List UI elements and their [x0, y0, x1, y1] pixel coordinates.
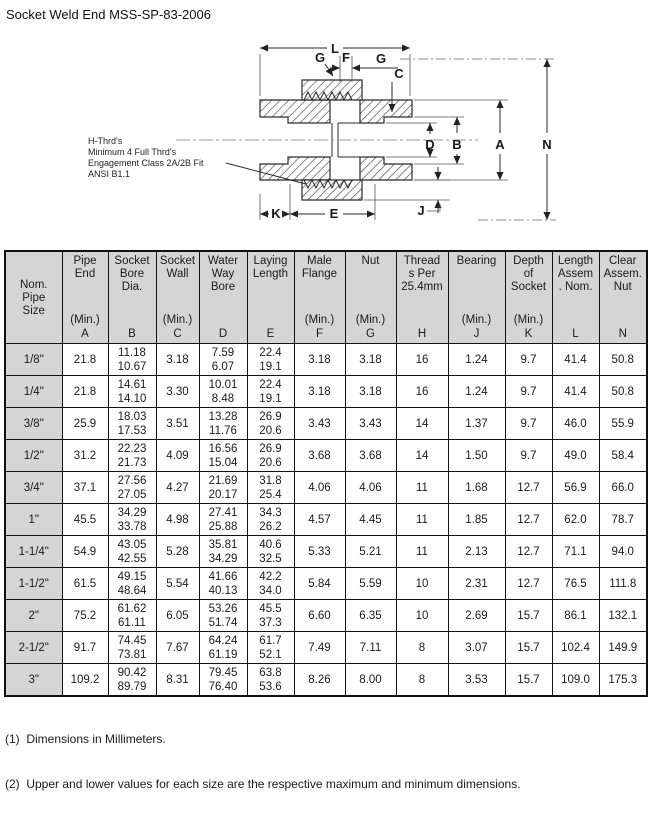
dim-label-n: N [542, 137, 552, 152]
column-header-g: Nut (Min.) G [345, 251, 396, 344]
value-cell: 14 [396, 408, 448, 440]
value-cell: 53.26 51.74 [199, 600, 247, 632]
value-cell: 11 [396, 536, 448, 568]
value-cell: 50.8 [599, 344, 647, 376]
value-cell: 41.66 40.13 [199, 568, 247, 600]
value-cell: 91.7 [62, 632, 108, 664]
table-row [5, 600, 647, 632]
value-cell: 3.68 [294, 440, 345, 472]
value-cell: 15.7 [505, 632, 552, 664]
value-cell: 16 [396, 344, 448, 376]
value-cell: 94.0 [599, 536, 647, 568]
value-cell: 7.11 [345, 632, 396, 664]
pipe-size-cell: 1/2" [5, 440, 62, 472]
table-row [5, 440, 647, 472]
column-header-n: Clear Assem. Nut N [599, 251, 647, 344]
value-cell: 12.7 [505, 504, 552, 536]
value-cell: 7.59 6.07 [199, 344, 247, 376]
value-cell: 27.56 27.05 [108, 472, 156, 504]
footnote-2: (2) Upper and lower values for each size are the respective maximum and minimum dimensions. [5, 777, 521, 791]
value-cell: 3.68 [345, 440, 396, 472]
value-cell: 2.13 [448, 536, 505, 568]
value-cell: 1.24 [448, 344, 505, 376]
table-row [5, 376, 647, 408]
value-cell: 109.0 [552, 664, 599, 697]
value-cell: 6.35 [345, 600, 396, 632]
value-cell: 3.18 [294, 376, 345, 408]
value-cell: 11.18 10.67 [108, 344, 156, 376]
value-cell: 62.0 [552, 504, 599, 536]
footnote-1: (1) Dimensions in Millimeters. [5, 732, 166, 746]
value-cell: 78.7 [599, 504, 647, 536]
value-cell: 46.0 [552, 408, 599, 440]
page-title: Socket Weld End MSS-SP-83-2006 [6, 7, 211, 22]
value-cell: 18.03 17.53 [108, 408, 156, 440]
value-cell: 61.7 52.1 [247, 632, 294, 664]
value-cell: 16 [396, 376, 448, 408]
value-cell: 37.1 [62, 472, 108, 504]
pipe-size-cell: 1/4" [5, 376, 62, 408]
dimensions-table [4, 250, 648, 697]
value-cell: 45.5 37.3 [247, 600, 294, 632]
value-cell: 4.09 [156, 440, 199, 472]
value-cell: 25.9 [62, 408, 108, 440]
value-cell: 3.30 [156, 376, 199, 408]
value-cell: 76.5 [552, 568, 599, 600]
value-cell: 31.2 [62, 440, 108, 472]
value-cell: 34.29 33.78 [108, 504, 156, 536]
value-cell: 1.50 [448, 440, 505, 472]
value-cell: 5.59 [345, 568, 396, 600]
value-cell: 6.05 [156, 600, 199, 632]
value-cell: 79.45 76.40 [199, 664, 247, 697]
value-cell: 22.4 19.1 [247, 376, 294, 408]
value-cell: 4.06 [294, 472, 345, 504]
value-cell: 35.81 34.29 [199, 536, 247, 568]
table-row [5, 536, 647, 568]
value-cell: 8 [396, 632, 448, 664]
value-cell: 41.4 [552, 344, 599, 376]
value-cell: 4.57 [294, 504, 345, 536]
value-cell: 132.1 [599, 600, 647, 632]
column-header-d: Water Way Bore D [199, 251, 247, 344]
pipe-size-cell: 1" [5, 504, 62, 536]
value-cell: 64.24 61.19 [199, 632, 247, 664]
column-header-e: Laying Length E [247, 251, 294, 344]
value-cell: 21.69 20.17 [199, 472, 247, 504]
value-cell: 34.3 26.2 [247, 504, 294, 536]
value-cell: 42.2 34.0 [247, 568, 294, 600]
column-header-l: Length Assem . Nom. L [552, 251, 599, 344]
value-cell: 1.24 [448, 376, 505, 408]
value-cell: 4.98 [156, 504, 199, 536]
dim-label-e: E [329, 206, 339, 221]
annotation-line-3: Engagement Class 2A/2B Fit [88, 158, 204, 168]
value-cell: 8 [396, 664, 448, 697]
value-cell: 7.49 [294, 632, 345, 664]
value-cell: 49.0 [552, 440, 599, 472]
pipe-size-cell: 1-1/2" [5, 568, 62, 600]
value-cell: 11 [396, 504, 448, 536]
value-cell: 12.7 [505, 472, 552, 504]
value-cell: 14.61 14.10 [108, 376, 156, 408]
value-cell: 9.7 [505, 408, 552, 440]
value-cell: 5.84 [294, 568, 345, 600]
value-cell: 1.37 [448, 408, 505, 440]
value-cell: 43.05 42.55 [108, 536, 156, 568]
left-body-top-wall [260, 100, 330, 123]
value-cell: 8.31 [156, 664, 199, 697]
header-row [5, 251, 647, 344]
annotation-line-1: H-Thrd's [88, 136, 123, 146]
value-cell: 9.7 [505, 344, 552, 376]
dim-label-f: F [342, 50, 350, 65]
value-cell: 109.2 [62, 664, 108, 697]
left-body-bottom-wall [260, 157, 330, 180]
table-row [5, 408, 647, 440]
value-cell: 3.53 [448, 664, 505, 697]
value-cell: 7.67 [156, 632, 199, 664]
table-row [5, 504, 647, 536]
pipe-size-cell: 3" [5, 664, 62, 697]
value-cell: 41.4 [552, 376, 599, 408]
value-cell: 74.45 73.81 [108, 632, 156, 664]
value-cell: 10 [396, 568, 448, 600]
value-cell: 149.9 [599, 632, 647, 664]
value-cell: 4.45 [345, 504, 396, 536]
technical-drawing [0, 32, 650, 246]
value-cell: 55.9 [599, 408, 647, 440]
value-cell: 63.8 53.6 [247, 664, 294, 697]
dim-label-g-right: G [375, 51, 387, 66]
value-cell: 26.9 20.6 [247, 440, 294, 472]
value-cell: 31.8 25.4 [247, 472, 294, 504]
value-cell: 21.8 [62, 344, 108, 376]
value-cell: 90.42 89.79 [108, 664, 156, 697]
value-cell: 11 [396, 472, 448, 504]
value-cell: 56.9 [552, 472, 599, 504]
table-row [5, 568, 647, 600]
value-cell: 16.56 15.04 [199, 440, 247, 472]
dim-label-k: K [271, 206, 281, 221]
value-cell: 3.43 [294, 408, 345, 440]
value-cell: 3.43 [345, 408, 396, 440]
value-cell: 3.18 [156, 344, 199, 376]
pipe-size-cell: 3/8" [5, 408, 62, 440]
dim-label-b: B [452, 137, 462, 152]
value-cell: 2.31 [448, 568, 505, 600]
value-cell: 10 [396, 600, 448, 632]
value-cell: 26.9 20.6 [247, 408, 294, 440]
right-body-top-wall [360, 100, 412, 123]
table-row [5, 344, 647, 376]
value-cell: 5.54 [156, 568, 199, 600]
value-cell: 3.18 [294, 344, 345, 376]
dim-label-l: L [331, 41, 339, 56]
value-cell: 175.3 [599, 664, 647, 697]
value-cell: 3.07 [448, 632, 505, 664]
value-cell: 8.00 [345, 664, 396, 697]
value-cell: 10.01 8.48 [199, 376, 247, 408]
column-header-c: Socket Wall (Min.) C [156, 251, 199, 344]
value-cell: 22.23 21.73 [108, 440, 156, 472]
right-body-bottom-wall [360, 157, 412, 180]
value-cell: 75.2 [62, 600, 108, 632]
annotation-line-4: ANSI B1.1 [88, 169, 131, 179]
value-cell: 61.5 [62, 568, 108, 600]
value-cell: 2.69 [448, 600, 505, 632]
value-cell: 21.8 [62, 376, 108, 408]
value-cell: 9.7 [505, 440, 552, 472]
value-cell: 111.8 [599, 568, 647, 600]
dim-label-j: J [417, 203, 425, 218]
column-header-j: Bearing (Min.) J [448, 251, 505, 344]
value-cell: 5.21 [345, 536, 396, 568]
value-cell: 54.9 [62, 536, 108, 568]
value-cell: 71.1 [552, 536, 599, 568]
table-row [5, 632, 647, 664]
value-cell: 49.15 48.64 [108, 568, 156, 600]
column-header-size: Nom. Pipe Size [5, 251, 62, 344]
value-cell: 27.41 25.88 [199, 504, 247, 536]
pipe-size-cell: 1/8" [5, 344, 62, 376]
value-cell: 12.7 [505, 568, 552, 600]
value-cell: 5.33 [294, 536, 345, 568]
value-cell: 4.06 [345, 472, 396, 504]
annotation-line-2: Minimum 4 Full Thrd's [88, 147, 177, 157]
value-cell: 50.8 [599, 376, 647, 408]
table-row [5, 472, 647, 504]
value-cell: 3.18 [345, 376, 396, 408]
value-cell: 3.18 [345, 344, 396, 376]
pipe-size-cell: 2" [5, 600, 62, 632]
value-cell: 45.5 [62, 504, 108, 536]
value-cell: 66.0 [599, 472, 647, 504]
column-header-a: Pipe End (Min.) A [62, 251, 108, 344]
value-cell: 15.7 [505, 600, 552, 632]
value-cell: 58.4 [599, 440, 647, 472]
dim-label-c: C [394, 66, 404, 81]
value-cell: 3.51 [156, 408, 199, 440]
pipe-size-cell: 1-1/4" [5, 536, 62, 568]
value-cell: 102.4 [552, 632, 599, 664]
pipe-size-cell: 2-1/2" [5, 632, 62, 664]
footnotes [5, 702, 650, 822]
value-cell: 22.4 19.1 [247, 344, 294, 376]
value-cell: 9.7 [505, 376, 552, 408]
value-cell: 12.7 [505, 536, 552, 568]
value-cell: 13.28 11.76 [199, 408, 247, 440]
value-cell: 14 [396, 440, 448, 472]
dim-label-a: A [495, 137, 505, 152]
value-cell: 86.1 [552, 600, 599, 632]
value-cell: 6.60 [294, 600, 345, 632]
value-cell: 61.62 61.11 [108, 600, 156, 632]
value-cell: 1.68 [448, 472, 505, 504]
value-cell: 1.85 [448, 504, 505, 536]
table-row [5, 664, 647, 697]
value-cell: 15.7 [505, 664, 552, 697]
value-cell: 4.27 [156, 472, 199, 504]
value-cell: 8.26 [294, 664, 345, 697]
column-header-b: Socket Bore Dia. B [108, 251, 156, 344]
column-header-f: Male Flange (Min.) F [294, 251, 345, 344]
pipe-size-cell: 3/4" [5, 472, 62, 504]
dim-label-d: D [425, 137, 435, 152]
dim-label-g-left: G [314, 50, 326, 65]
value-cell: 5.28 [156, 536, 199, 568]
column-header-h: Thread s Per 25.4mm H [396, 251, 448, 344]
column-header-k: Depth of Socket (Min.) K [505, 251, 552, 344]
value-cell: 40.6 32.5 [247, 536, 294, 568]
